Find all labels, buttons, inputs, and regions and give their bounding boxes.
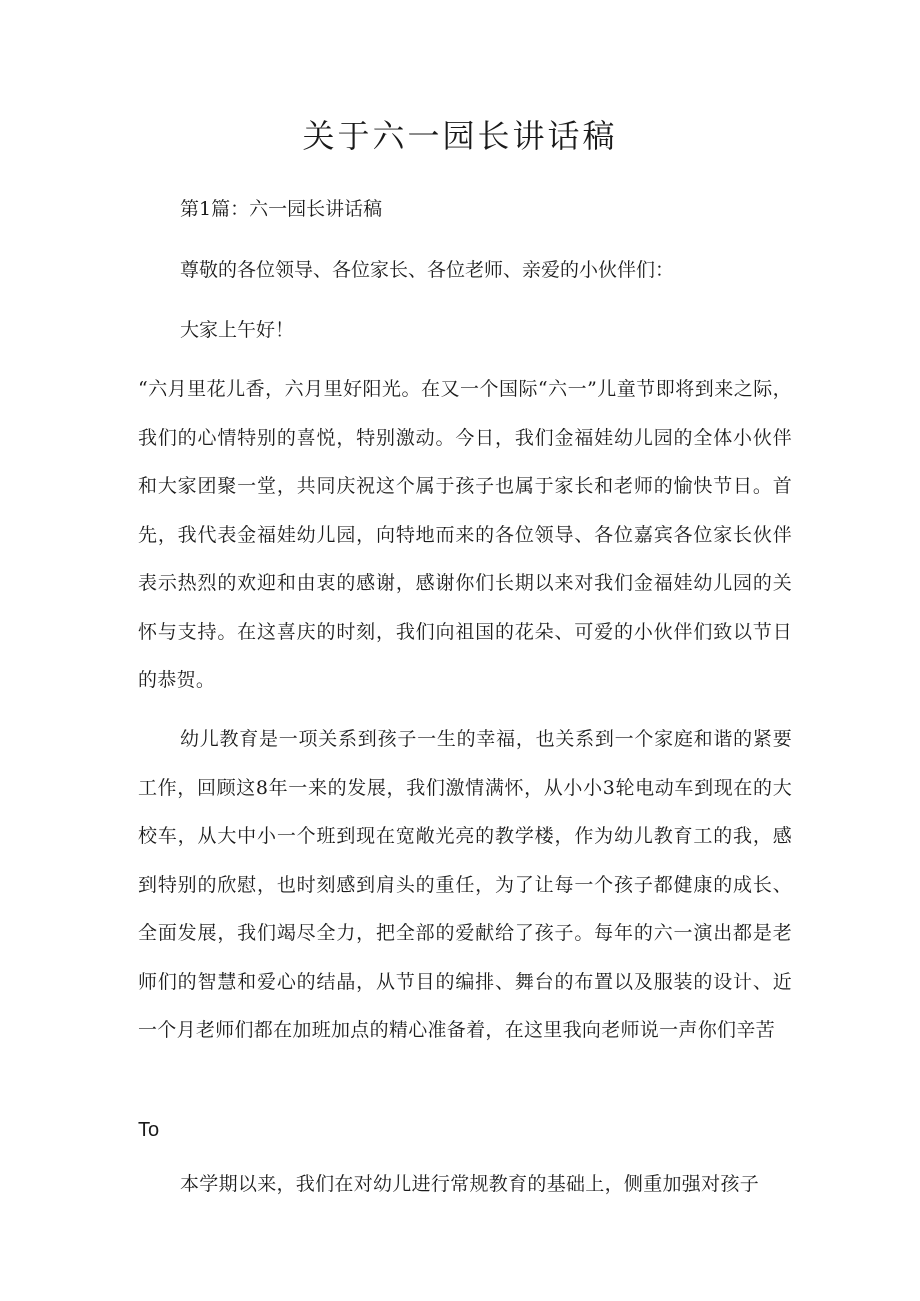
document-title: 关于六一园长讲话稿 — [302, 117, 618, 155]
section-heading: 第1篇：六一园长讲话稿 — [180, 198, 383, 220]
paragraph-2: 幼儿教育是一项关系到孩子一生的幸福，也关系到一个家庭和谐的紧要工作，回顾这8年一来的发展，我们激情满怀，从小小3轮电动车到现在的大校车，从大中小一个班到现在宽敞光亮的教学楼，作为幼儿教育工的我，感到特别的欣慰，也时刻感到肩头的重任，为了让每一个孩子都健康的成长、全面发展，我们竭尽全力，把全部的爱献给了孩子。每年的六一演出都是老师们的智慧和爱心的结晶，从节目的编排、舞台的布置以及服装的设计、近一个月老师们都在加班加点的精心准备着，在这里我向老师说一声你们辛苦 — [138, 728, 792, 1041]
greeting: 大家上午好！ — [180, 319, 295, 341]
paragraph-1: “六月里花儿香，六月里好阳光。在又一个国际“六一”儿童节即将到来之际，我们的心情特别的喜悦，特别激动。今日，我们金福娃幼儿园的全体小伙伴和大家团聚一堂，共同庆祝这个属于孩子也属于家长和老师的愉快节日。首先，我代表金福娃幼儿园，向特地而来的各位领导、各位嘉宾各位家长伙伴表示热烈的欢迎和由衷的感谢，感谢你们长期以来对我们金福娃幼儿园的关怀与支持。在这喜庆的时刻，我们向祖国的花朵、可爱的小伙伴们致以节日的恭贺。 — [138, 378, 792, 691]
latin-fragment: To — [138, 1119, 160, 1141]
paragraph-3: 本学期以来，我们在对幼儿进行常规教育的基础上，侧重加强对孩子 — [180, 1173, 760, 1195]
salutation: 尊敬的各位领导、各位家长、各位老师、亲爱的小伙伴们： — [180, 259, 675, 281]
